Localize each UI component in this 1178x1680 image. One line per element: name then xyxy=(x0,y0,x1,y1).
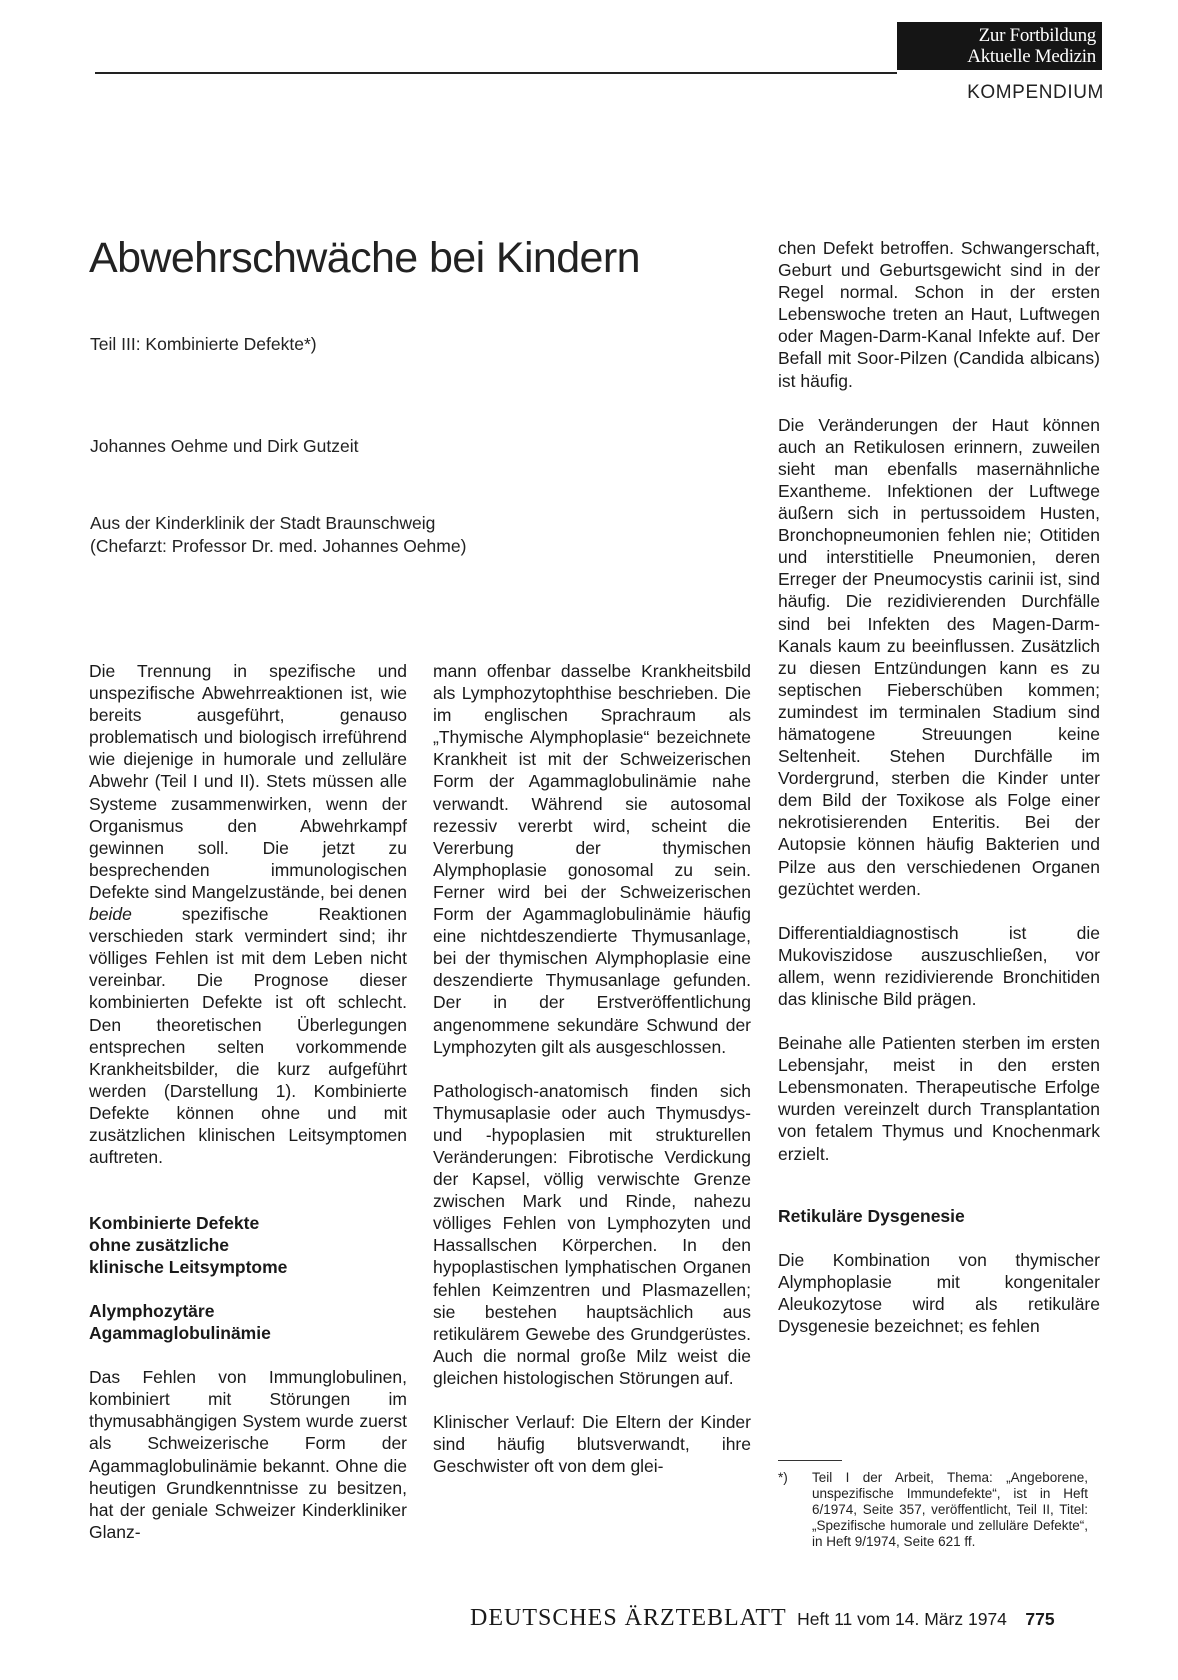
text-column-3 xyxy=(778,237,1100,1337)
article-affiliation xyxy=(90,512,466,558)
subsection-heading xyxy=(89,1300,407,1344)
emphasis: beide xyxy=(89,904,132,925)
paragraph: Die Veränderungen der Haut können auch an Retikulosen erinnern, zuweilen sieht man ebenfalls masernähnliche Exantheme. Infektionen der Luftwege äußern sich in pertussoidem Husten, Bronchopneumonien fehlen nie; Otitiden und interstitielle Pneumonien, deren Erreger der Pneumocystis carinii ist, sind häufig. Die rezidivierenden Durchfälle sind bei Infekten des Magen-Darm-Kanals kaum zu beeinflussen. Zusätzlich zu diesen Entzündungen kann es zu septischen Fieberschüben kommen; zumindest im terminalen Stadium sind hämatogene Streuungen keine Seltenheit. Stehen Durchfälle im Vordergrund, sterben die Kinder unter dem Bild der Toxikose als Folge einer nekrotisierenden Enteritis. Bei der Autopsie können häufig Bakterien und Pilze aus den verschiedenen Organen gezüchtet werden. xyxy=(778,414,1100,899)
section-heading xyxy=(89,1212,407,1278)
section-label: KOMPENDIUM xyxy=(967,82,1104,103)
footnote-text: Teil I der Arbeit, Thema: „Angeborene, unspezifische Immundefekte“, ist in Heft 6/1974, Seite 357, veröffentlicht, Teil II, Titel: „Spezifische humorale und zelluläre Defekte“, in Heft 9/1974, Seite 621 ff. xyxy=(812,1470,1088,1549)
article-authors: Johannes Oehme und Dirk Gutzeit xyxy=(90,436,359,456)
heading-line: ohne zusätzliche xyxy=(89,1235,230,1256)
paragraph: Das Fehlen von Immunglobulinen, kombiniert mit Störungen im thymusabhängigen System wurde zuerst als Schweizerische Form der Agammaglobulinämie bekannt. Ohne die heutigen Grundkenntnisse zu besitzen, hat der geniale Schweizer Kinderkliniker Glanz- xyxy=(89,1367,407,1542)
text-run: Die Trennung in spezifische und unspezifische Abwehrreaktionen ist, wie bereits ausgeführt, genauso problematisch und biologisch irreführend wie diejenige in humorale und zelluläre Abwehr (Teil I und II). Stets müssen alle Systeme zusammenwirken, wenn der Organismus den Abwehrkampf gewinnen soll. Die jetzt zu besprechenden immunologischen Defekte sind Mangelzustände, bei denen xyxy=(89,661,407,902)
heading-line: Agammaglobulinämie xyxy=(89,1323,271,1344)
journal-name: DEUTSCHES ÄRZTEBLATT xyxy=(470,1605,787,1631)
text-run: spezifische Reaktionen verschieden stark vermindert sind; ihr völliges Fehlen ist mit dem Leben nicht vereinbar. Die Prognose dieser kombinierten Defekte ist oft schlecht. Den theoretischen Überlegungen entsprechen selten vorkommende Krankheitsbilder, die kurz aufgeführt werden (Darstellung 1). Kombinierte Defekte können ohne und mit zusätzlichen klinischen Leitsymptomen auftreten. xyxy=(89,904,407,1168)
header-rule xyxy=(95,72,897,74)
affiliation-line-1: Aus der Kinderklinik der Stadt Braunschweig xyxy=(90,513,436,533)
subsection-heading: Retikuläre Dysgenesie xyxy=(778,1205,965,1226)
footnote-rule xyxy=(778,1460,842,1461)
affiliation-line-2: (Chefarzt: Professor Dr. med. Johannes Oehme) xyxy=(90,536,467,556)
issue-info: Heft 11 vom 14. März 1974 xyxy=(797,1609,1007,1629)
paragraph: Klinischer Verlauf: Die Eltern der Kinder sind häufig blutsverwandt, ihre Geschwister oft von dem glei- xyxy=(433,1412,751,1477)
heading-line: Kombinierte Defekte xyxy=(89,1213,260,1234)
paragraph: Pathologisch-anatomisch finden sich Thymusaplasie oder auch Thymusdys- und -hypoplasien mit strukturellen Veränderungen: Fibrotische Verdickung der Kapsel, völlig verwischte Grenze zwischen Mark und Rinde, nahezu völliges Fehlen von Lymphozyten und Hassallschen Körperchen. In den hypoplastischen lymphatischen Organen fehlen Keimzentren und Plasmazellen; sie bestehen hauptsächlich aus retikulärem Gewebe des Grundgerüstes. Auch die normal große Milz weist die gleichen histologischen Störungen auf. xyxy=(433,1080,751,1388)
article-title: Abwehrschwäche bei Kindern xyxy=(89,234,640,282)
paragraph: Differentialdiagnostisch ist die Mukoviszidose auszuschließen, vor allem, wenn rezidivierende Bronchitiden das klinische Bild prägen. xyxy=(778,922,1100,1009)
badge-line-2: Aktuelle Medizin xyxy=(967,46,1096,67)
article-subtitle: Teil III: Kombinierte Defekte*) xyxy=(90,334,317,354)
paragraph: Die Kombination von thymischer Alymphoplasie mit kongenitaler Aleukozytose wird als retikuläre Dysgenesie bezeichnet; es fehlen xyxy=(778,1249,1100,1336)
badge-line-1: Zur Fortbildung xyxy=(978,25,1096,46)
text-column-2 xyxy=(433,660,751,1477)
page-footer xyxy=(470,1605,1055,1632)
heading-line: Alymphozytäre xyxy=(89,1301,215,1322)
footnote-mark: *) xyxy=(778,1470,788,1485)
paragraph xyxy=(89,660,407,1168)
page-number: 775 xyxy=(1025,1609,1055,1629)
paragraph: chen Defekt betroffen. Schwangerschaft, Geburt und Geburtsgewicht sind in der Regel normal. Schon in der ersten Lebenswoche treten an Haut, Luftwegen oder Magen-Darm-Kanal Infekte auf. Der Befall mit Soor-Pilzen (Candida albicans) ist häufig. xyxy=(778,238,1100,391)
heading-line: klinische Leitsymptome xyxy=(89,1257,288,1278)
text-column-1 xyxy=(89,660,407,1543)
footnote xyxy=(778,1470,1088,1550)
paragraph: Beinahe alle Patienten sterben im ersten Lebensjahr, meist in den ersten Lebensmonaten. Therapeutische Erfolge wurden vereinzelt durch Transplantation von fetalem Thymus und Knochenmark erzielt. xyxy=(778,1033,1100,1164)
section-badge xyxy=(897,22,1102,70)
paragraph: mann offenbar dasselbe Krankheitsbild als Lymphozytophthise beschrieben. Die im englischen Sprachraum als „Thymische Alymphoplasie“ bezeichnete Krankheit ist mit der Schweizerischen Form der Agammaglobulinämie nahe verwandt. Während sie autosomal rezessiv vererbt wird, scheint die Vererbung der thymischen Alymphoplasie gonosomal zu sein. Ferner wird bei der Schweizerischen Form der Agammaglobulinämie häufig eine nichtdeszendierte Thymusanlage, bei der thymischen Alymphoplasie eine deszendierte Thymusanlage gefunden. Der in der Erstveröffentlichung angenommene sekundäre Schwund der Lymphozyten gilt als ausgeschlossen. xyxy=(433,661,751,1057)
